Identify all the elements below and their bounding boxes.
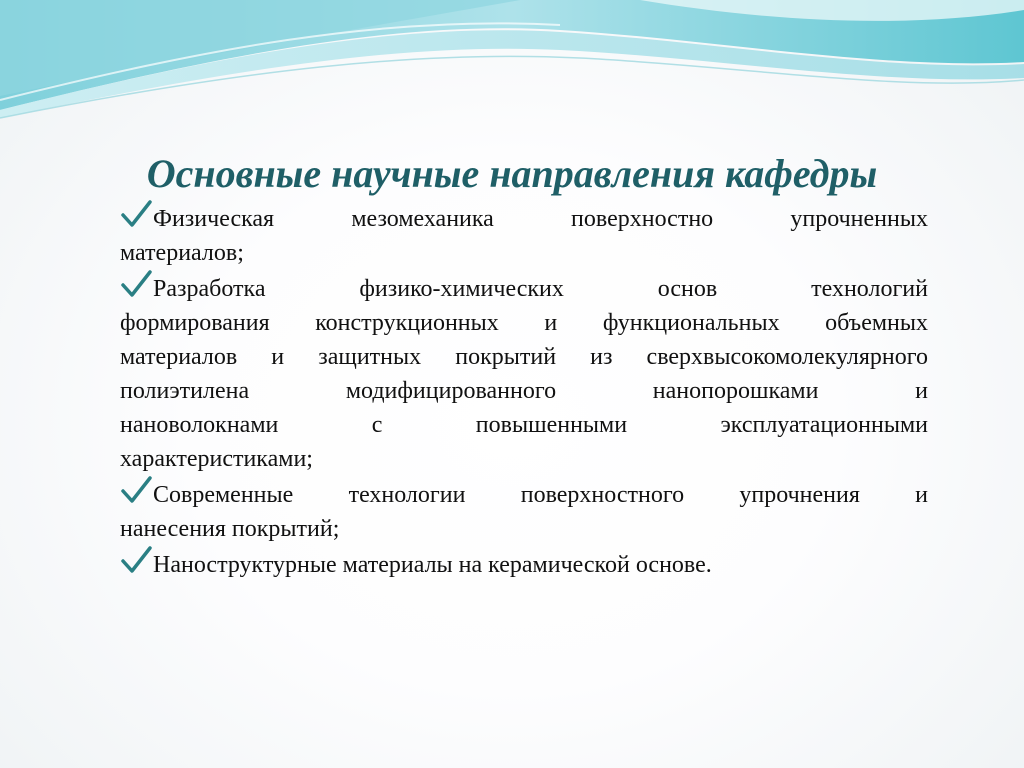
list-item-line — [120, 476, 928, 512]
list-item-line — [120, 512, 928, 546]
list-item-line — [120, 306, 928, 340]
bullet-list — [120, 200, 928, 582]
list-item-text: нанесения покрытий; — [120, 516, 340, 542]
list-item-line — [120, 270, 928, 306]
list-item-text: материалов и защитных покрытий из сверхвысокомолекулярного — [120, 344, 928, 370]
list-item-text: материалов; — [120, 240, 244, 266]
list-item — [120, 200, 928, 270]
list-item-line — [120, 546, 928, 582]
list-item-text: Наноструктурные материалы на керамической основе. — [153, 552, 712, 578]
list-item-line — [120, 374, 928, 408]
list-item-text: полиэтилена модифицированного нанопорошками и — [120, 378, 928, 404]
checkmark-icon — [120, 546, 153, 574]
checkmark-icon — [120, 270, 153, 298]
list-item-line — [120, 340, 928, 374]
list-item-text: Разработка физико-химических основ технологий — [153, 276, 928, 302]
list-item-line — [120, 442, 928, 476]
list-item-line — [120, 200, 928, 236]
list-item-text: Физическая мезомеханика поверхностно упрочненных — [153, 206, 928, 232]
checkmark-icon — [120, 476, 153, 504]
list-item-text: Современные технологии поверхностного упрочнения и — [153, 482, 928, 508]
list-item-text: формирования конструкционных и функциональных объемных — [120, 310, 928, 336]
header-wave-decoration — [0, 0, 1024, 130]
list-item — [120, 546, 928, 582]
list-item — [120, 270, 928, 476]
checkmark-icon — [120, 200, 153, 228]
list-item-text: нановолокнами с повышенными эксплуатационными — [120, 412, 928, 438]
list-item — [120, 476, 928, 546]
slide-title: Основные научные направления кафедры — [146, 151, 878, 196]
list-item-text: характеристиками; — [120, 446, 313, 472]
list-item-line — [120, 408, 928, 442]
list-item-line — [120, 236, 928, 270]
